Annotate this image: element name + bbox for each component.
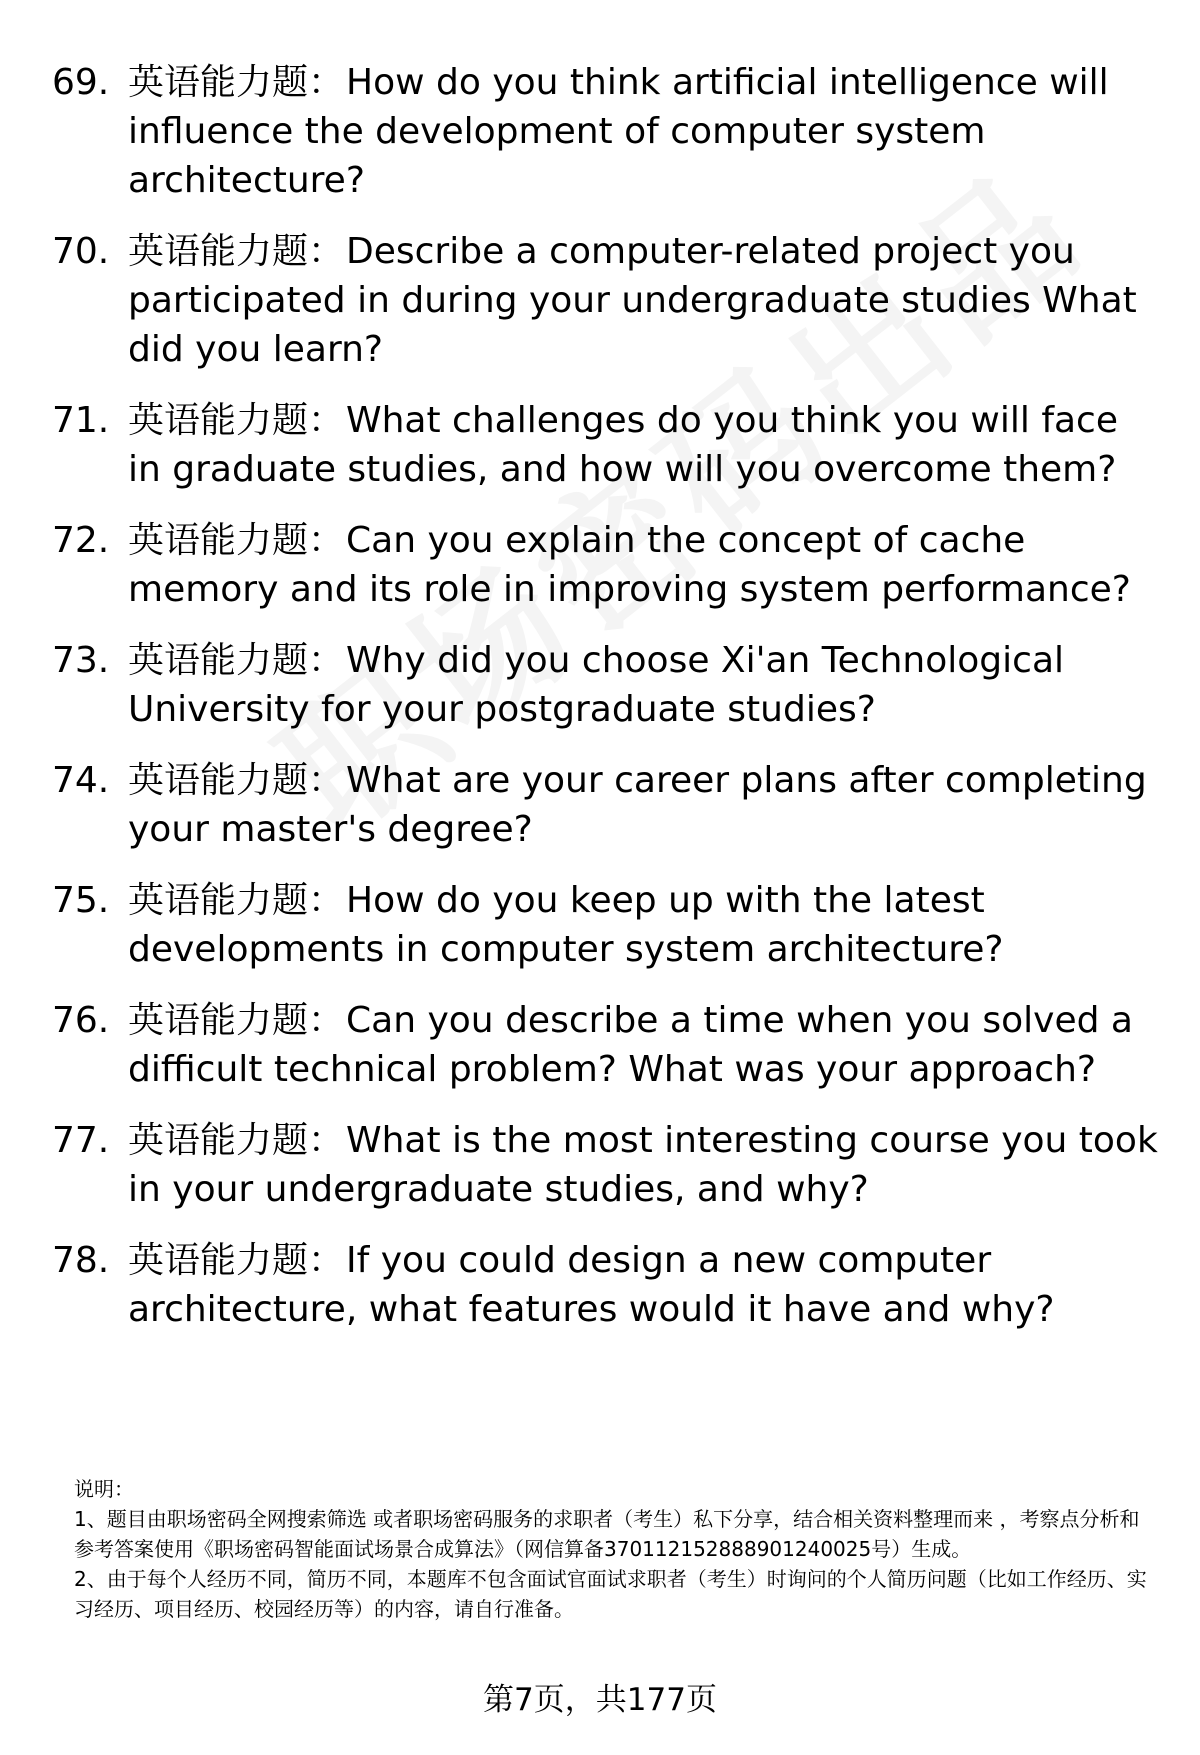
question-item <box>52 1236 1162 1334</box>
question-item <box>52 756 1162 854</box>
question-tag: 英语能力题： <box>128 1000 345 1041</box>
question-text: If you could design a new computer architecture, what features would it have and why? <box>128 1240 1055 1330</box>
question-tag: 英语能力题： <box>128 880 345 921</box>
question-tag: 英语能力题： <box>128 640 345 681</box>
question-tag: 英语能力题： <box>128 520 345 561</box>
question-item <box>52 58 1162 205</box>
notes-item: 2、由于每个人经历不同，简历不同，本题库不包含面试官面试求职者（考生）时询问的个人简历问题（比如工作经历、实习经历、项目经历、校园经历等）的内容，请自行准备。 <box>74 1567 1147 1621</box>
question-number: 71. <box>52 400 110 441</box>
question-tag: 英语能力题： <box>128 1240 345 1281</box>
question-number: 78. <box>52 1240 110 1281</box>
question-text: How do you keep up with the latest developments in computer system architecture? <box>128 880 1004 970</box>
question-body <box>128 636 1162 734</box>
question-body <box>128 1236 1162 1334</box>
question-tag: 英语能力题： <box>128 760 345 801</box>
question-body <box>128 1116 1162 1214</box>
question-text: Why did you choose Xi'an Technological University for your postgraduate studies? <box>128 640 1065 730</box>
question-text: What challenges do you think you will face in graduate studies, and how will you overcome them? <box>128 400 1118 490</box>
question-item <box>52 876 1162 974</box>
question-list <box>52 58 1162 1356</box>
question-item <box>52 996 1162 1094</box>
question-body <box>128 876 1162 974</box>
question-item <box>52 516 1162 614</box>
question-body <box>128 58 1162 205</box>
question-tag: 英语能力题： <box>128 231 345 272</box>
question-number: 70. <box>52 231 110 272</box>
question-item <box>52 396 1162 494</box>
question-body <box>128 227 1162 374</box>
question-text: How do you think artificial intelligence will influence the development of computer system architecture? <box>128 62 1109 201</box>
question-body <box>128 516 1162 614</box>
question-item <box>52 636 1162 734</box>
question-number: 73. <box>52 640 110 681</box>
question-tag: 英语能力题： <box>128 400 345 441</box>
notes-item: 1、题目由职场密码全网搜索筛选 或者职场密码服务的求职者（考生）私下分享，结合相关资料整理而来 ，考察点分析和参考答案使用《职场密码智能面试场景合成算法》（网信算备370112152888901240025号）生成。 <box>74 1507 1140 1561</box>
question-body <box>128 996 1162 1094</box>
question-text: Describe a computer-related project you participated in during your undergraduate studies What did you learn? <box>128 231 1137 370</box>
page-number: 第7页，共177页 <box>483 1682 717 1718</box>
question-item <box>52 227 1162 374</box>
notes-section <box>74 1474 1154 1624</box>
question-text: Can you describe a time when you solved a difficult technical problem? What was your approach? <box>128 1000 1133 1090</box>
question-number: 69. <box>52 62 110 103</box>
question-number: 72. <box>52 520 110 561</box>
question-number: 77. <box>52 1120 110 1161</box>
question-text: What is the most interesting course you took in your undergraduate studies, and why? <box>128 1120 1158 1210</box>
question-tag: 英语能力题： <box>128 1120 345 1161</box>
question-number: 75. <box>52 880 110 921</box>
question-text: Can you explain the concept of cache memory and its role in improving system performance? <box>128 520 1131 610</box>
question-text: What are your career plans after completing your master's degree? <box>128 760 1147 850</box>
question-item <box>52 1116 1162 1214</box>
question-tag: 英语能力题： <box>128 62 345 103</box>
question-number: 76. <box>52 1000 110 1041</box>
question-number: 74. <box>52 760 110 801</box>
question-body <box>128 756 1162 854</box>
question-body <box>128 396 1162 494</box>
notes-heading: 说明： <box>74 1477 134 1501</box>
